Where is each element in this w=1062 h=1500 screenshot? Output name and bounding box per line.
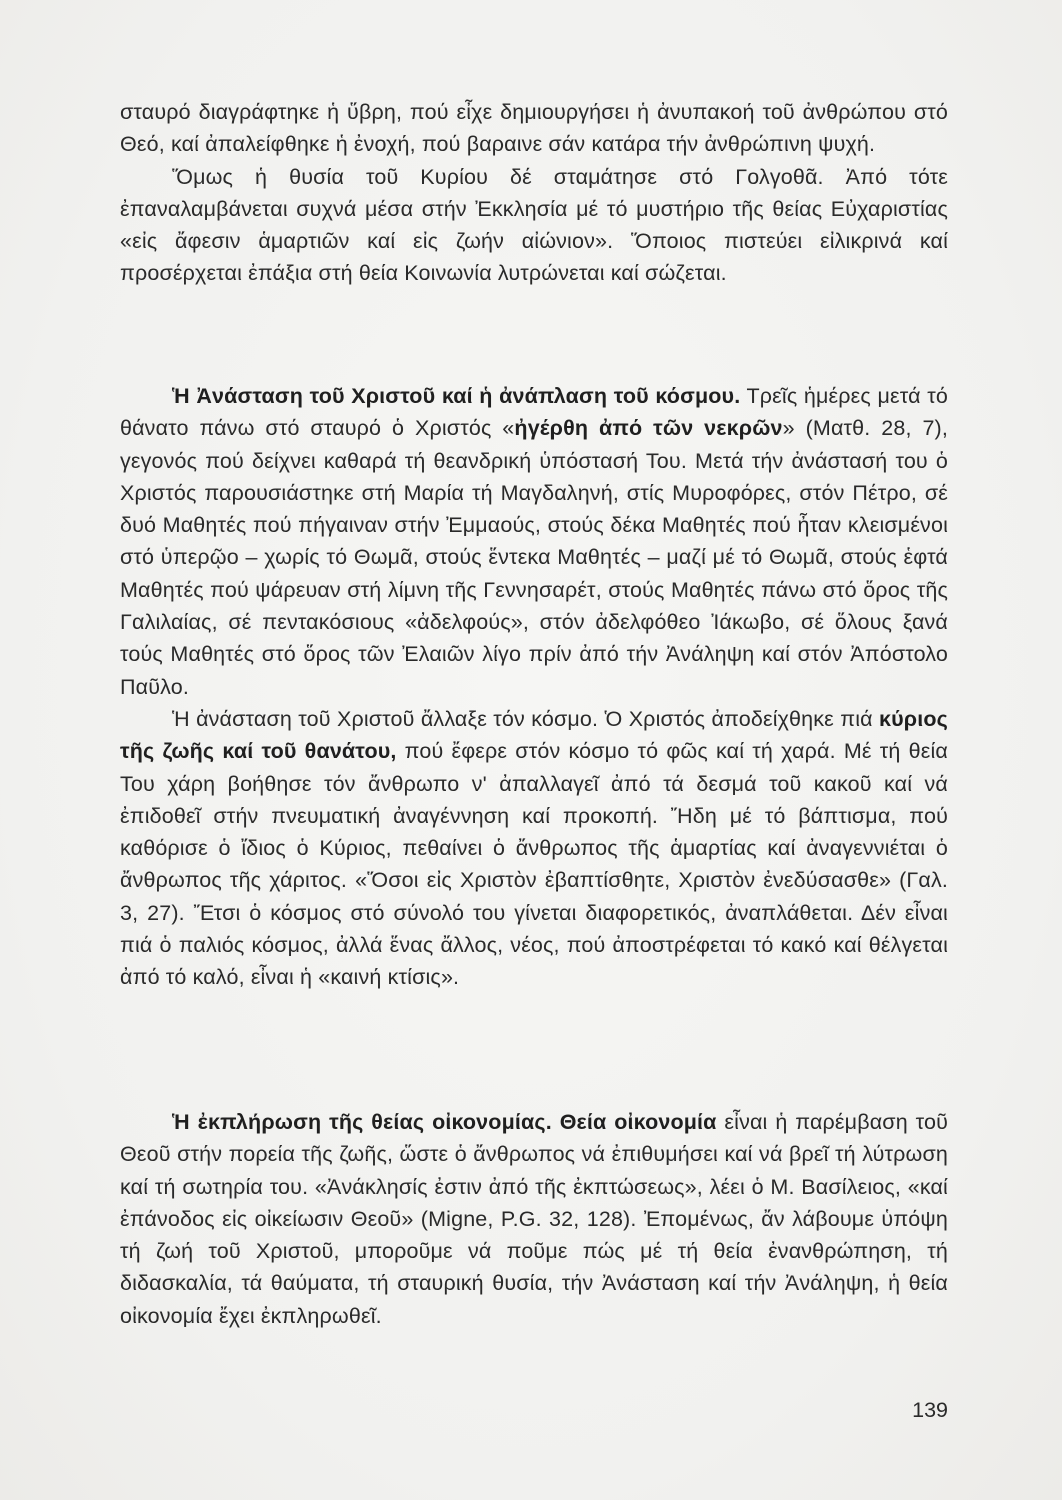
paragraph-resurrection-appearances bbox=[120, 380, 948, 703]
paragraph-eucharist: Ὅμως ἡ θυσία τοῦ Κυρίου δέ σταμάτησε στό Γολγοθᾶ. Ἀπό τότε ἐπαναλαμβάνεται συχνά μέσα στήν Ἐκκλησία μέ τό μυστήριο τῆς θείας Εὐχαριστίας «εἰς ἄφεσιν ἁμαρτιῶν καί εἰς ζωήν αἰώνιον». Ὅποιος πιστεύει εἰλικρινά καί προσέρχεται ἐπάξια στή θεία Κοινωνία λυτρώνεται καί σώζεται. bbox=[120, 164, 948, 286]
paragraph-text: Τρεῖς ἡμέρες μετά τό θάνατο πάνω στό σταυρό ὁ Χριστός « bbox=[120, 384, 948, 441]
paragraph-text: εἶναι ἡ παρέμβαση τοῦ Θεοῦ στήν πορεία τῆς ζωῆς, ὥστε ὁ ἄνθρωπος νά ἐπιθυμήσει καί νά βρεῖ τή λύτρωση καί τή σωτηρία του. «Ἀνάκλησίς ἐστιν ἀπό τῆς ἐκπτώσεως», λέει ὁ Μ. Βασίλειος, «καί ἐπάνοδος εἰς οἰκείωσιν Θεοῦ» (Migne, P.G. 32, 128). Ἐπομένως, ἄν λάβουμε ὑπόψη τή ζωή τοῦ Χριστοῦ, μποροῦμε νά ποῦμε πώς μέ τή θεία ἐνανθρώπηση, τή διδασκαλία, τά θαύματα, τή σταυρική θυσία, τήν Ἀνάσταση καί τήν Ἀνάληψη, ἡ θεία οἰκονομία ἔχει ἐκπληρωθεῖ. bbox=[120, 1110, 949, 1328]
paragraph-text: πού ἔφερε στόν κόσμο τό φῶς καί τή χαρά. Μέ τή θεία Του χάρη βοήθησε τόν ἄνθρωπο ν' ἀπαλλαγεῖ ἀπό τά δεσμά τοῦ κακοῦ καί νά ἐπιδοθεῖ στήν πνευματική ἀναγέννηση καί προκοπή. Ἤδη μέ τό βάπτισμα, πού καθόρισε ὁ ἴδιος ὁ Κύριος, πεθαίνει ὁ ἄνθρωπος τῆς ἁμαρτίας καί ἀναγεννιέται ὁ ἄνθρωπος τῆς χάριτος. «Ὅσοι εἰς Χριστὸν ἐβαπτίσθητε, Χριστὸν ἐνεδύσασθε» (Γαλ. 3, 27). Ἔτσι ὁ κόσμος στό σύνολό του γίνεται διαφορετικός, ἀναπλάθεται. Δέν εἶναι πιά ὁ παλιός κόσμος, ἀλλά ἕνας ἄλλος, νέος, πού ἀποστρέφεται τό κακό καί θέλγεται ἀπό τό καλό, εἶναι ἡ «καινή κτίσις». bbox=[120, 739, 948, 990]
text-block-sacrifice bbox=[120, 96, 948, 290]
section-heading-divine-economy: Ἡ ἐκπλήρωση τῆς θείας οἰκονομίας. bbox=[172, 1110, 552, 1134]
paragraph-divine-economy bbox=[120, 1106, 948, 1332]
paragraph-text: » (Ματθ. 28, 7), γεγονός πού δείχνει καθαρά τή θεανδρική ὑπόστασή Του. Μετά τήν ἀνάστασή του ὁ Χριστός παρουσιάστηκε στή Μαρία τή Μαγδαληνή, στίς Μυροφόρες, στόν Πέτρο, σέ δυό Μαθητές πού πήγαιναν στήν Ἐμμαούς, στούς δέκα Μαθητές πού ἦταν κλεισμένοι στό ὑπερῷο – χωρίς τό Θωμᾶ, στούς ἕντεκα Μαθητές – μαζί μέ τό Θωμᾶ, στούς ἑφτά Μαθητές πού ψάρευαν στή λίμνη τῆς Γεννησαρέτ, στούς Μαθητές πάνω στό ὅρος τῆς Γαλιλαίας, σέ πεντακόσιους «ἀδελφούς», στόν ἀδελφόθεο Ἰάκωβο, σέ ὅλους ξανά τούς Μαθητές στό ὅρος τῶν Ἐλαιῶν λίγο πρίν ἀπό τήν Ἀνάληψη καί στόν Ἀπόστολο Παῦλο. bbox=[120, 416, 948, 699]
bold-term-divine-economy: Θεία οἰκονομία bbox=[559, 1110, 717, 1134]
paragraph-world-changed bbox=[120, 703, 948, 994]
paragraph-continuation: σταυρό διαγράφτηκε ἡ ὕβρη, πού εἶχε δημιουργήσει ἡ ἀνυπακοή τοῦ ἀνθρώπου στό Θεό, καί ἀπαλείφθηκε ἡ ἐνοχή, πού βαραινε σάν κατάρα τήν ἀνθρώπινη ψυχή. bbox=[120, 100, 948, 157]
section-heading-resurrection: Ἡ Ἀνάσταση τοῦ Χριστοῦ καί ἡ ἀνάπλαση τοῦ κόσμου. bbox=[172, 384, 741, 408]
text-block-resurrection bbox=[120, 380, 948, 994]
paragraph-text: Ἡ ἀνάσταση τοῦ Χριστοῦ ἄλλαξε τόν κόσμο. Ὁ Χριστός ἀποδείχθηκε πιά bbox=[172, 706, 879, 731]
bold-phrase-lord-of-life: κύριος τῆς ζωῆς καί τοῦ θανάτου, bbox=[120, 706, 948, 764]
text-block-divine-economy bbox=[120, 1106, 948, 1332]
page-number: 139 bbox=[912, 1398, 948, 1422]
bold-quote-raised: ἠγέρθη ἀπό τῶν νεκρῶν bbox=[514, 416, 783, 441]
